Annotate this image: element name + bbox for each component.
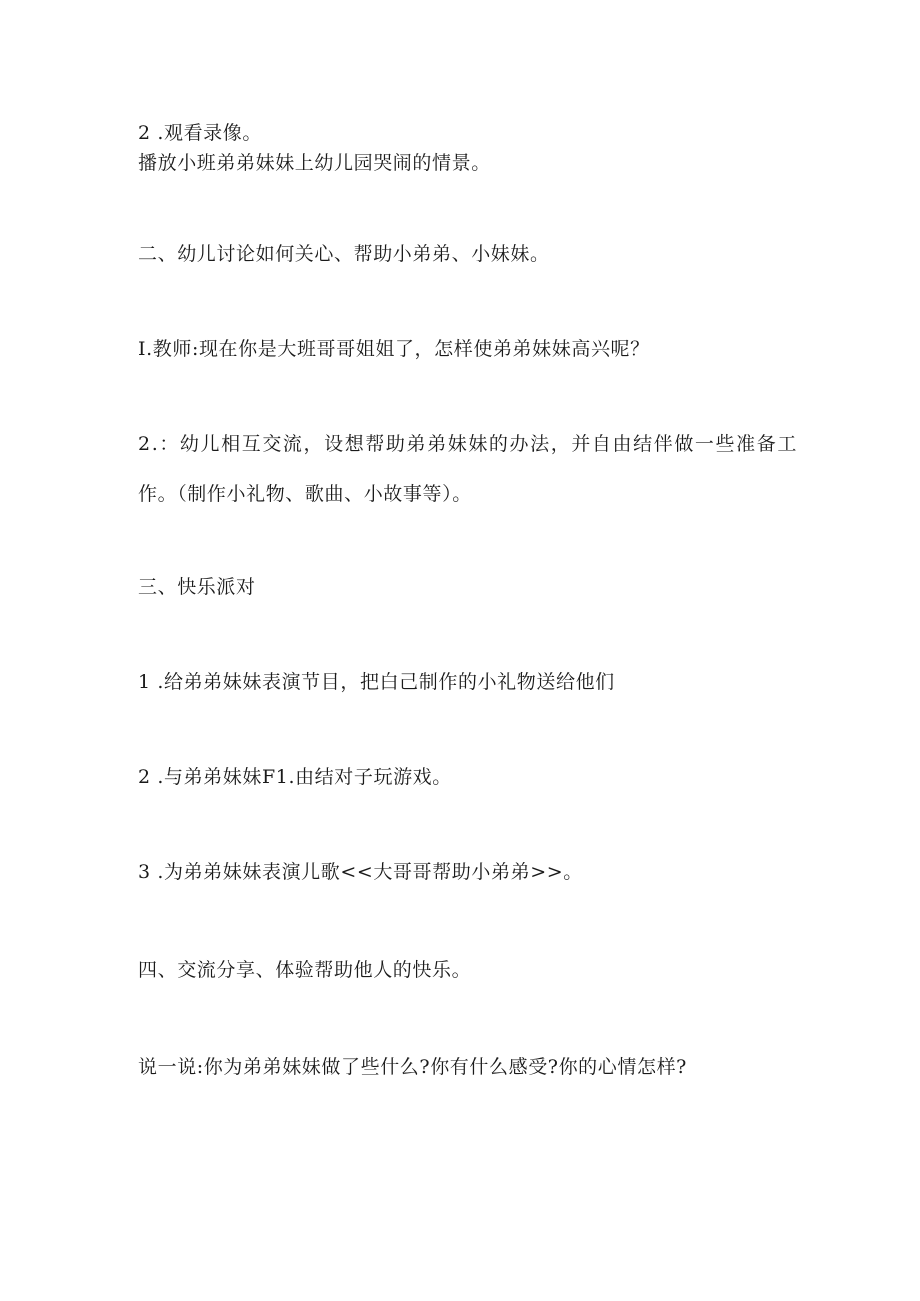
video-description: 播放小班弟弟妹妹上幼儿园哭闹的情景。 [138,152,491,174]
party-item-1: 1 .给弟弟妹妹表演节目，把白己制作的小礼物送给他们 [138,671,615,693]
discussion-paragraph-line-2: 作。（制作小礼物、歌曲、小故事等）。 [138,483,472,505]
party-item-2: 2 .与弟弟妹妹F1.由结对子玩游戏。 [138,766,452,788]
section-3-heading: 三、快乐派对 [138,576,256,598]
section-4-heading: 四、交流分享、体验帮助他人的快乐。 [138,959,472,981]
discussion-paragraph-line-1: 2.：幼儿相互交流，设想帮助弟弟妹妹的办法，并自由结伴做一些准备工 [138,433,798,455]
closing-prompt: 说一说:你为弟弟妹妹做了些什么?你有什么感受?你的心情怎样? [138,1056,687,1078]
step-2-watch-video: 2 .观看录像。 [138,122,262,144]
section-2-heading: 二、幼儿讨论如何关心、帮助小弟弟、小妹妹。 [138,243,550,265]
teacher-question: I.教师:现在你是大班哥哥姐姐了，怎样使弟弟妹妹高兴呢？ [138,338,650,360]
party-item-3: 3 .为弟弟妹妹表演儿歌<<大哥哥帮助小弟弟>>。 [138,861,583,883]
